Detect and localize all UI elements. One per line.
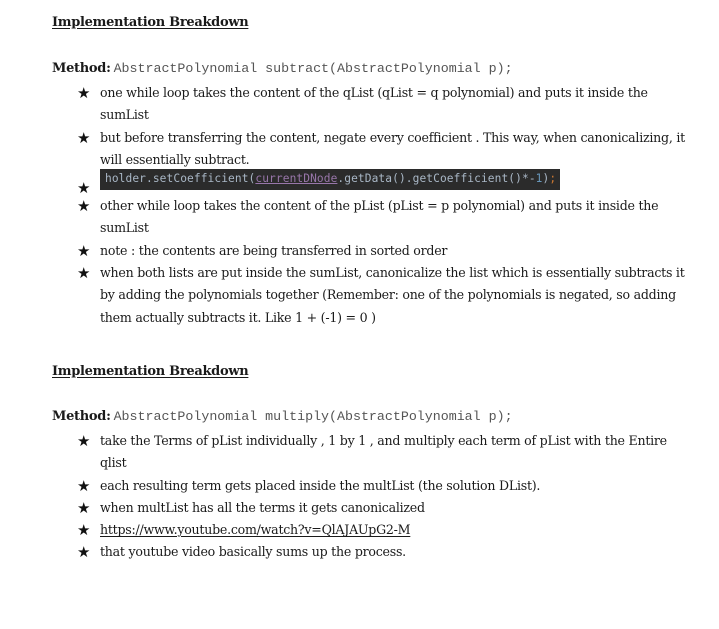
list-item xyxy=(52,475,692,497)
list-item xyxy=(52,195,692,240)
section-heading: Implementation Breakdown xyxy=(52,15,249,30)
method-label: Method: xyxy=(52,61,111,76)
code-semicolon: ; xyxy=(549,172,557,186)
star-bullet-icon: ★ xyxy=(77,521,91,540)
star-bullet-icon: ★ xyxy=(77,476,91,495)
list-item xyxy=(52,127,692,172)
bullet-list xyxy=(52,430,692,564)
method-line xyxy=(52,409,513,424)
list-item-text: that youtube video basically sums up the process. xyxy=(100,544,406,560)
list-item xyxy=(52,82,692,127)
list-item-text: note : the contents are being transferred in sorted order xyxy=(100,242,448,258)
code-field-reference: currentDNode xyxy=(255,172,338,186)
list-item xyxy=(52,541,692,563)
star-bullet-icon: ★ xyxy=(77,241,91,260)
code-text: ) xyxy=(542,172,550,186)
bullet-list xyxy=(52,82,692,329)
list-item xyxy=(52,262,692,329)
list-item xyxy=(52,519,692,541)
section-heading: Implementation Breakdown xyxy=(52,364,249,379)
list-item xyxy=(52,240,692,262)
method-line xyxy=(52,61,513,76)
list-item-text: one while loop takes the content of the qList (qList = q polynomial) and puts it inside the sumList xyxy=(100,85,648,123)
code-text: holder.setCoefficient( xyxy=(105,172,256,186)
star-bullet-icon: ★ xyxy=(77,264,91,283)
code-screenshot xyxy=(100,169,560,190)
youtube-link[interactable]: https://www.youtube.com/watch?v=QlAJAUpG2-M xyxy=(100,522,411,538)
list-item xyxy=(52,497,692,519)
list-item-text: when multList has all the terms it gets canonicalized xyxy=(100,499,425,515)
list-item-text: each resulting term gets placed inside the multList (the solution DList). xyxy=(100,477,541,493)
star-bullet-icon: ★ xyxy=(77,128,91,147)
star-bullet-icon: ★ xyxy=(77,498,91,517)
list-item xyxy=(52,430,692,475)
star-bullet-icon: ★ xyxy=(77,179,91,198)
star-bullet-icon: ★ xyxy=(77,543,91,562)
list-item-text: but before transferring the content, negate every coefficient . This way, when canonicalizing, it will essentially subtract. xyxy=(100,129,685,167)
code-text: .getData().getCoefficient()*- xyxy=(337,172,536,186)
list-item-text: take the Terms of pList individually , 1 by 1 , and multiply each term of pList with the Entire qlist xyxy=(100,433,667,471)
method-label: Method: xyxy=(52,409,111,424)
star-bullet-icon: ★ xyxy=(77,84,91,102)
list-item xyxy=(52,171,692,198)
star-bullet-icon: ★ xyxy=(77,432,91,450)
star-bullet-icon: ★ xyxy=(77,197,91,216)
method-signature: AbstractPolynomial multiply(AbstractPolynomial p); xyxy=(113,409,513,424)
list-item-text: other while loop takes the content of the pList (pList = p polynomial) and puts it inside the sumList xyxy=(100,198,659,236)
list-item-text: when both lists are put inside the sumList, canonicalize the list which is essentially subtracts it by adding the polynomials together (Remember: one of the polynomials is negated, so adding them actually subtracts it. Like 1 + (-1) = 0 ) xyxy=(100,265,685,325)
method-signature: AbstractPolynomial subtract(AbstractPolynomial p); xyxy=(113,61,513,76)
code-number: 1 xyxy=(535,172,543,186)
